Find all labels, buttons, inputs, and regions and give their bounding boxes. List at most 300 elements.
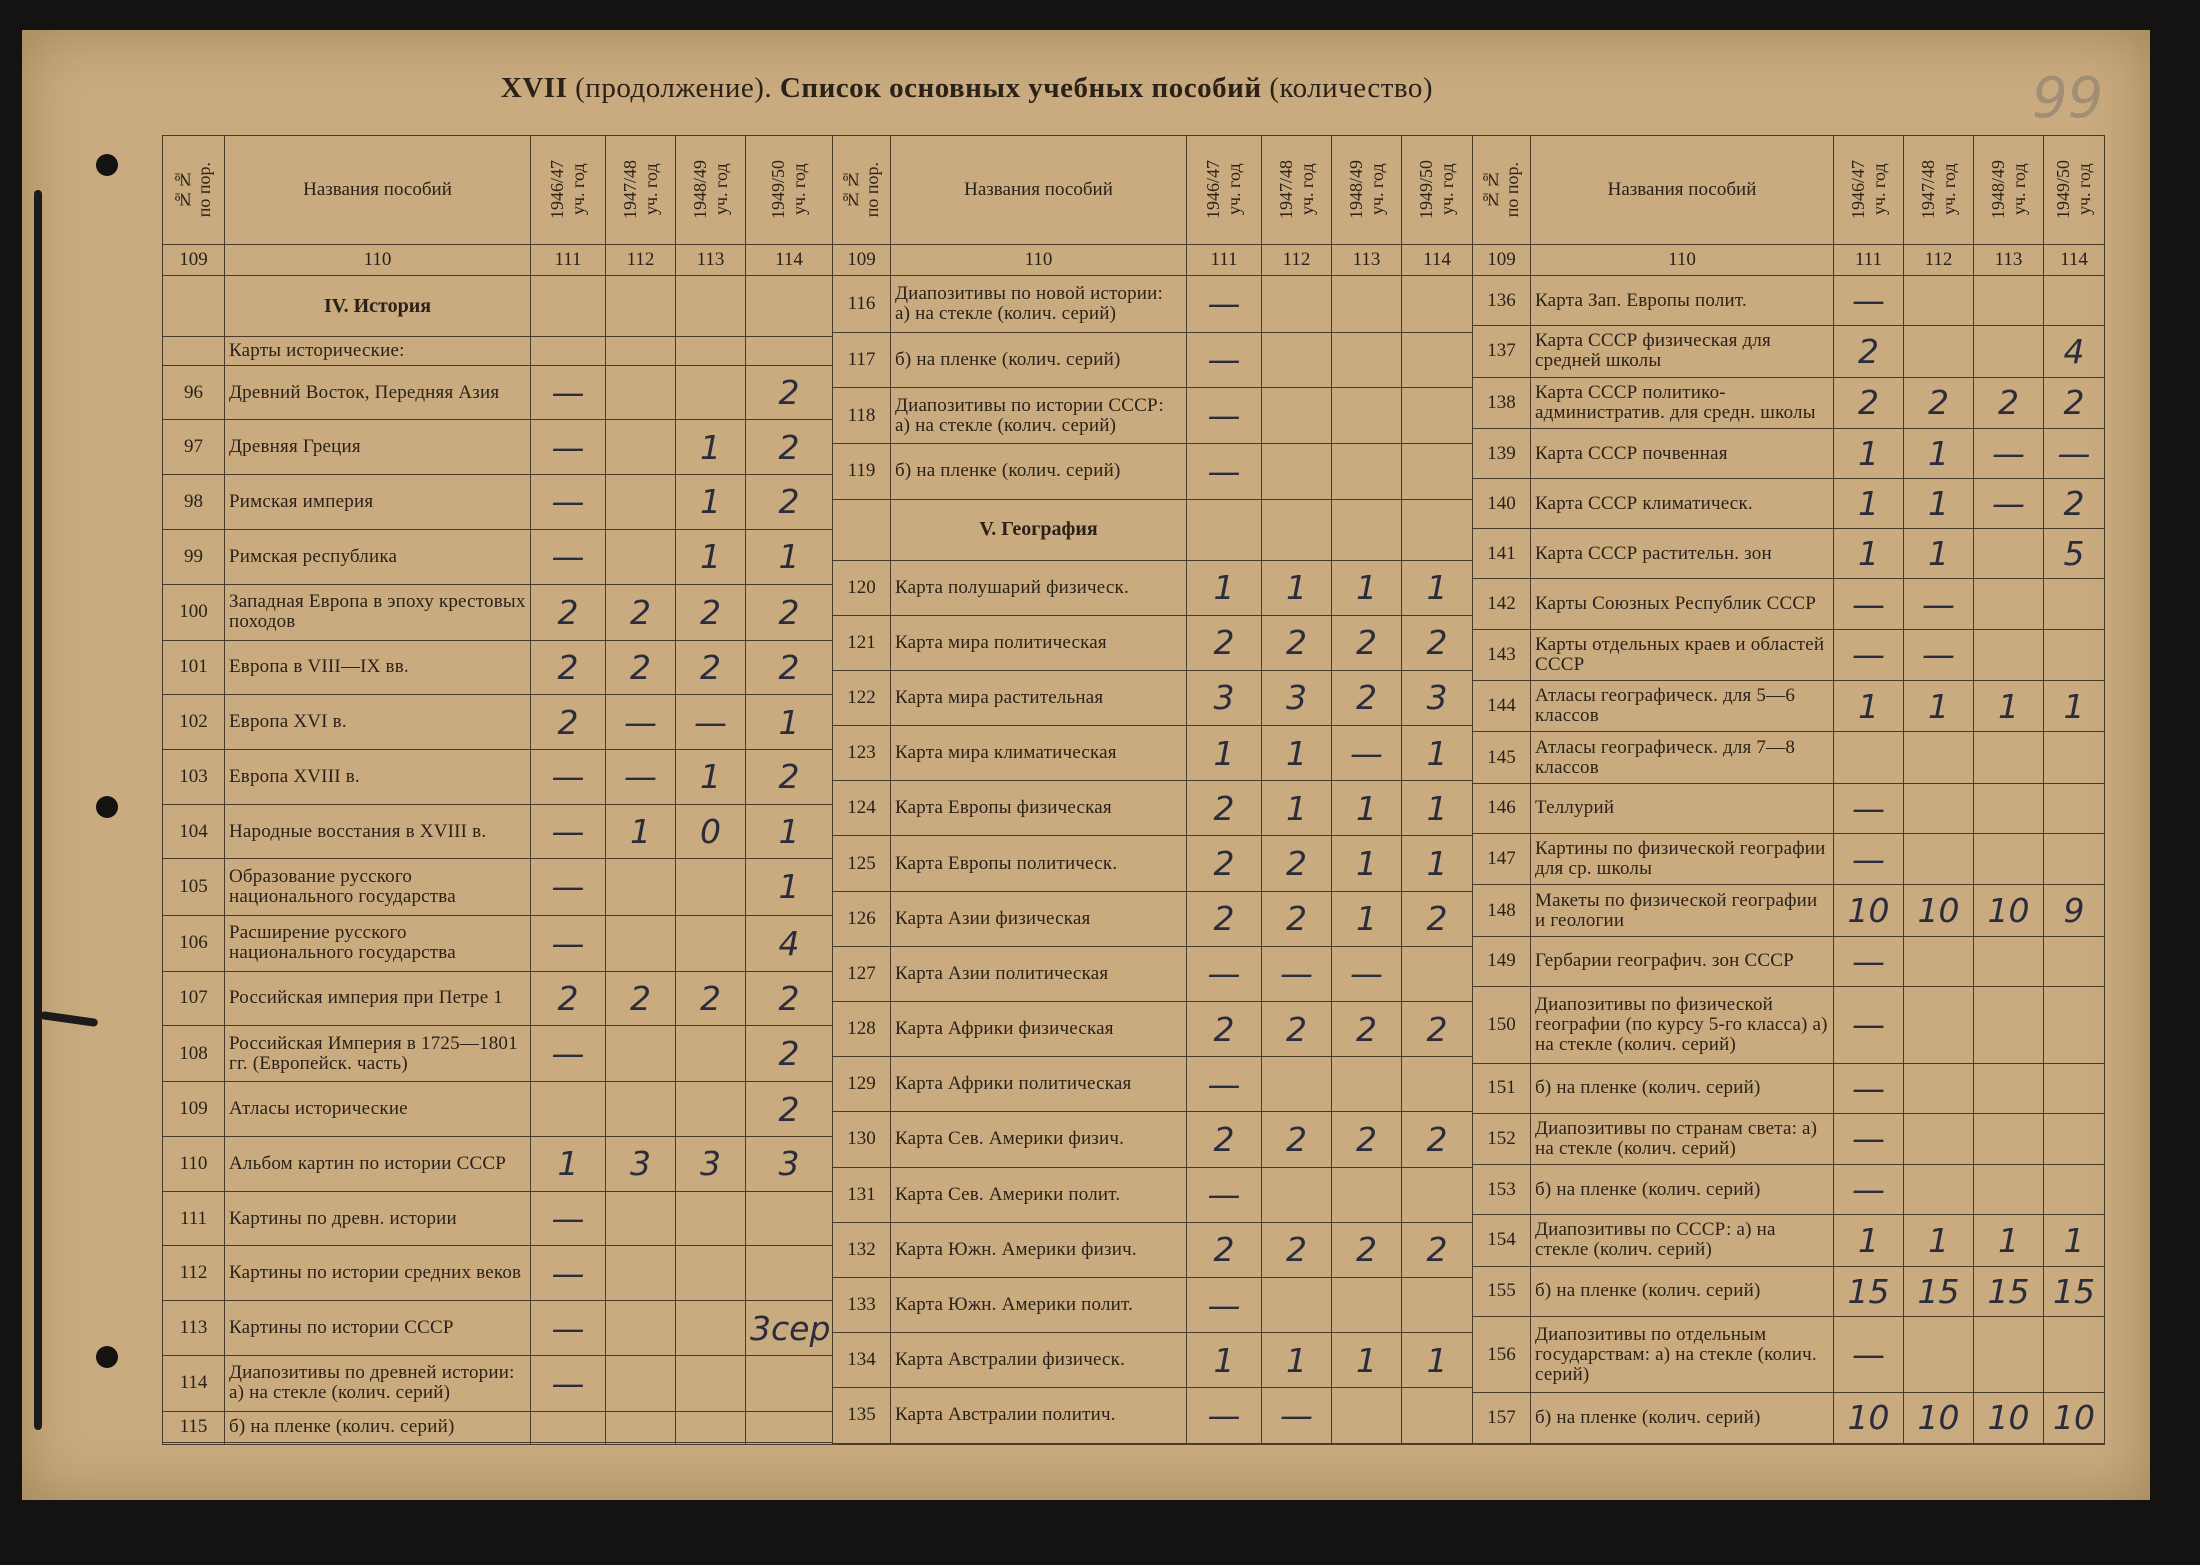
handwritten-quantity: 15 — [1974, 1266, 2044, 1316]
handwritten-quantity: 1 — [1332, 836, 1402, 891]
empty-cell — [531, 276, 606, 337]
handwritten-quantity — [676, 1191, 746, 1246]
section-title: V. География — [891, 499, 1187, 560]
handwritten-quantity: 2 — [1262, 1002, 1332, 1057]
item-name: Атласы географическ. для 7—8 классов — [1531, 732, 1834, 783]
handwritten-quantity: — — [1187, 444, 1262, 499]
handwritten-quantity — [1332, 276, 1402, 333]
handwritten-quantity — [746, 1411, 833, 1442]
handwritten-quantity: — — [1834, 834, 1904, 885]
handwritten-quantity: 2 — [1187, 781, 1262, 836]
empty-cell — [833, 1443, 891, 1445]
handwritten-quantity — [1402, 1167, 1473, 1222]
item-name: Картины по истории СССР — [225, 1301, 531, 1356]
item-name: Карта Зап. Европы полит. — [1531, 276, 1834, 326]
header-year-3 — [2044, 136, 2105, 245]
handwritten-quantity — [1974, 936, 2044, 986]
handwritten-quantity — [2044, 276, 2105, 326]
handwritten-quantity — [606, 337, 676, 366]
table-row — [1473, 885, 2105, 936]
handwritten-quantity: — — [531, 1301, 606, 1356]
table-row — [833, 444, 1473, 499]
handwritten-quantity: — — [1834, 1113, 1904, 1164]
column-number: 114 — [746, 245, 833, 276]
handwritten-quantity: 2 — [1904, 377, 1974, 428]
handwritten-quantity: 2 — [746, 1082, 833, 1137]
handwritten-quantity — [746, 337, 833, 366]
column-number: 114 — [2044, 245, 2105, 276]
item-name: Российская Империя в 1725—1801 гг. (Европейск. часть) — [225, 1026, 531, 1082]
handwritten-quantity: 2 — [1262, 615, 1332, 670]
handwritten-quantity — [1904, 1316, 1974, 1393]
handwritten-quantity: — — [1332, 946, 1402, 1001]
row-number: 135 — [833, 1388, 891, 1443]
handwritten-quantity: 1 — [1904, 1215, 1974, 1266]
table-row — [163, 750, 833, 805]
header-year-3-label: 1949/50 уч. год — [2053, 160, 2094, 220]
handwritten-quantity — [1974, 732, 2044, 783]
empty-cell — [1187, 1443, 1262, 1445]
table-row — [1473, 1316, 2105, 1393]
handwritten-quantity: — — [1834, 1063, 1904, 1113]
handwritten-quantity: — — [2044, 429, 2105, 479]
handwritten-quantity: 1 — [1904, 479, 1974, 529]
row-number: 131 — [833, 1167, 891, 1222]
handwritten-quantity — [1332, 1167, 1402, 1222]
handwritten-quantity — [1262, 444, 1332, 499]
title-quantity: (количество) — [1269, 72, 1434, 104]
table-row — [1473, 936, 2105, 986]
handwritten-quantity: 2 — [1187, 1002, 1262, 1057]
column-number: 110 — [1531, 245, 1834, 276]
handwritten-quantity — [1262, 276, 1332, 333]
row-number: 105 — [163, 859, 225, 915]
handwritten-quantity — [746, 1191, 833, 1246]
handwritten-quantity: — — [1262, 946, 1332, 1001]
handwritten-quantity: 1 — [1402, 781, 1473, 836]
handwritten-quantity — [676, 1082, 746, 1137]
handwritten-quantity — [1904, 783, 1974, 833]
header-row — [163, 136, 833, 245]
handwritten-quantity: 1 — [1834, 681, 1904, 732]
table-row — [163, 804, 833, 859]
handwritten-quantity: 10 — [1974, 885, 2044, 936]
handwritten-quantity: 2 — [1187, 836, 1262, 891]
row-number: 138 — [1473, 377, 1531, 428]
handwritten-quantity: 1 — [1332, 781, 1402, 836]
handwritten-quantity: 2 — [676, 584, 746, 640]
table-filler-row — [163, 1443, 833, 1445]
table-row — [163, 337, 833, 366]
handwritten-quantity — [1332, 1277, 1402, 1332]
handwritten-quantity: 9 — [2044, 885, 2105, 936]
empty-cell — [2044, 1443, 2105, 1444]
row-number: 113 — [163, 1301, 225, 1356]
item-name: Диапозитивы по физической географии (по курсу 5-го класса) а) на стекле (колич. серий) — [1531, 987, 1834, 1064]
handwritten-quantity: 1 — [1187, 1333, 1262, 1388]
row-number: 102 — [163, 695, 225, 750]
item-name: Российская империя при Петре 1 — [225, 971, 531, 1026]
row-number: 130 — [833, 1112, 891, 1167]
item-name: Образование русского национального государства — [225, 859, 531, 915]
header-name — [1531, 136, 1834, 245]
column-number: 112 — [1904, 245, 1974, 276]
item-name: Карты Союзных Республик СССР — [1531, 579, 1834, 629]
handwritten-quantity: 1 — [746, 804, 833, 859]
handwritten-quantity — [1402, 387, 1473, 444]
row-number: 99 — [163, 529, 225, 584]
column-number: 109 — [1473, 245, 1531, 276]
row-number: 147 — [1473, 834, 1531, 885]
table-row — [163, 529, 833, 584]
column-number: 110 — [891, 245, 1187, 276]
handwritten-quantity — [1904, 834, 1974, 885]
table-row — [1473, 783, 2105, 833]
header-number — [1473, 136, 1531, 245]
handwritten-quantity: — — [1187, 1277, 1262, 1332]
handwritten-quantity — [1974, 1113, 2044, 1164]
row-number: 103 — [163, 750, 225, 805]
handwritten-quantity: 3сер — [746, 1301, 833, 1356]
binding-knot — [40, 1011, 99, 1027]
handwritten-quantity — [606, 475, 676, 530]
handwritten-quantity: — — [1262, 1388, 1332, 1443]
item-name: Карта СССР климатическ. — [1531, 479, 1834, 529]
item-name: Карта Сев. Америки полит. — [891, 1167, 1187, 1222]
table-row — [163, 695, 833, 750]
handwritten-quantity — [1834, 732, 1904, 783]
row-number: 136 — [1473, 276, 1531, 326]
handwritten-quantity: 2 — [531, 971, 606, 1026]
handwritten-quantity: 4 — [2044, 326, 2105, 377]
handwritten-quantity — [676, 337, 746, 366]
item-name: Диапозитивы по истории СССР: а) на стекле (колич. серий) — [891, 387, 1187, 444]
header-year-2-label: 1948/49 уч. год — [1345, 160, 1387, 220]
header-name — [225, 136, 531, 245]
header-year-2 — [1332, 136, 1402, 245]
handwritten-quantity: 2 — [531, 584, 606, 640]
item-name: Альбом картин по истории СССР — [225, 1137, 531, 1192]
empty-cell — [1834, 1443, 1904, 1444]
row-number: 120 — [833, 560, 891, 615]
handwritten-quantity: — — [531, 1355, 606, 1411]
table-row — [833, 615, 1473, 670]
empty-cell — [676, 276, 746, 337]
header-year-2 — [1974, 136, 2044, 245]
table-row — [163, 1026, 833, 1082]
empty-cell — [1187, 499, 1262, 560]
empty-cell — [1402, 1443, 1473, 1445]
column-number: 113 — [1974, 245, 2044, 276]
item-name: Гербарии географич. зон СССР — [1531, 936, 1834, 986]
handwritten-quantity — [2044, 987, 2105, 1064]
handwritten-quantity: 1 — [2044, 681, 2105, 732]
row-number: 125 — [833, 836, 891, 891]
item-name: Диапозитивы по СССР: а) на стекле (колич. серий) — [1531, 1215, 1834, 1266]
column-number: 111 — [531, 245, 606, 276]
table-row — [163, 475, 833, 530]
header-name-label: Названия пособий — [1607, 179, 1757, 200]
handwritten-quantity — [1402, 444, 1473, 499]
table-row — [1473, 326, 2105, 377]
handwritten-quantity — [1332, 444, 1402, 499]
handwritten-quantity: — — [1187, 332, 1262, 387]
item-name: Карта мира климатическая — [891, 726, 1187, 781]
item-name: Древний Восток, Передняя Азия — [225, 365, 531, 420]
header-year-1 — [606, 136, 676, 245]
handwritten-quantity — [1904, 987, 1974, 1064]
table-row — [163, 640, 833, 695]
item-name: Карта Австралии политич. — [891, 1388, 1187, 1443]
handwritten-quantity: 2 — [1262, 836, 1332, 891]
table-row — [163, 1355, 833, 1411]
header-number-label: №№ по пор. — [172, 162, 214, 218]
header-year-3-label: 1949/50 уч. год — [1416, 160, 1457, 220]
handwritten-quantity: 1 — [1974, 681, 2044, 732]
table-history — [162, 135, 833, 1445]
row-number: 115 — [163, 1411, 225, 1442]
table-row — [1473, 377, 2105, 428]
empty-cell — [1531, 1443, 1834, 1444]
item-name: б) на пленке (колич. серий) — [225, 1411, 531, 1442]
row-number: 98 — [163, 475, 225, 530]
handwritten-quantity — [1332, 1057, 1402, 1112]
table-row — [1473, 1266, 2105, 1316]
title-continued: (продолжение). — [575, 72, 773, 104]
section-row — [833, 499, 1473, 560]
item-name: Карта Европы политическ. — [891, 836, 1187, 891]
handwritten-quantity — [2044, 579, 2105, 629]
handwritten-quantity: 1 — [1904, 681, 1974, 732]
handwritten-quantity — [1904, 1165, 1974, 1215]
item-name: Карта Азии политическая — [891, 946, 1187, 1001]
handwritten-quantity — [1904, 732, 1974, 783]
handwritten-quantity: 2 — [746, 640, 833, 695]
handwritten-quantity: 10 — [1904, 1393, 1974, 1443]
handwritten-quantity: — — [1187, 1167, 1262, 1222]
handwritten-quantity: 2 — [1974, 377, 2044, 428]
handwritten-quantity — [1332, 387, 1402, 444]
document-page — [22, 30, 2150, 1500]
handwritten-quantity — [676, 1301, 746, 1356]
item-name: Диапозитивы по древней истории: а) на стекле (колич. серий) — [225, 1355, 531, 1411]
empty-cell — [891, 1443, 1187, 1445]
empty-cell — [1974, 1443, 2044, 1444]
row-number: 156 — [1473, 1316, 1531, 1393]
table-row — [833, 1167, 1473, 1222]
item-name: Атласы исторические — [225, 1082, 531, 1137]
handwritten-quantity — [1974, 1316, 2044, 1393]
handwritten-quantity — [1262, 1167, 1332, 1222]
item-name: Расширение русского национального государства — [225, 915, 531, 971]
row-number: 114 — [163, 1355, 225, 1411]
handwritten-quantity: 1 — [1402, 560, 1473, 615]
handwritten-quantity — [676, 365, 746, 420]
table-row — [1473, 479, 2105, 529]
handwritten-quantity: — — [1834, 987, 1904, 1064]
handwritten-quantity: 1 — [746, 859, 833, 915]
empty-cell — [1332, 499, 1402, 560]
row-number: 106 — [163, 915, 225, 971]
table-row — [833, 946, 1473, 1001]
handwritten-quantity — [1402, 276, 1473, 333]
handwritten-quantity — [2044, 1113, 2105, 1164]
item-name: Карта полушарий физическ. — [891, 560, 1187, 615]
table-row — [833, 891, 1473, 946]
row-number — [163, 337, 225, 366]
empty-cell — [1904, 1443, 1974, 1444]
handwritten-quantity: 1 — [676, 420, 746, 475]
header-year-3 — [746, 136, 833, 245]
table-row — [1473, 1063, 2105, 1113]
item-name: Римская империя — [225, 475, 531, 530]
header-number — [833, 136, 891, 245]
handwritten-quantity: 2 — [746, 475, 833, 530]
handwritten-quantity: 1 — [1187, 726, 1262, 781]
header-year-2 — [676, 136, 746, 245]
handwritten-quantity — [2044, 732, 2105, 783]
handwritten-quantity: — — [606, 750, 676, 805]
handwritten-quantity — [1904, 1113, 1974, 1164]
title-roman: XVII — [500, 72, 568, 104]
handwritten-quantity — [676, 859, 746, 915]
table-row — [163, 1301, 833, 1356]
table-row — [1473, 1113, 2105, 1164]
item-name: Западная Европа в эпоху крестовых походов — [225, 584, 531, 640]
header-year-0 — [531, 136, 606, 245]
row-number: 124 — [833, 781, 891, 836]
handwritten-quantity — [531, 1411, 606, 1442]
row-number: 97 — [163, 420, 225, 475]
handwritten-quantity: — — [531, 750, 606, 805]
handwritten-quantity — [676, 1026, 746, 1082]
empty-cell — [163, 1443, 225, 1445]
item-name: Карта Южн. Америки физич. — [891, 1222, 1187, 1277]
item-name: Римская республика — [225, 529, 531, 584]
handwritten-quantity: 1 — [1834, 429, 1904, 479]
empty-cell — [606, 1443, 676, 1445]
handwritten-quantity: 3 — [746, 1137, 833, 1192]
handwritten-quantity — [1974, 276, 2044, 326]
handwritten-quantity — [606, 1355, 676, 1411]
row-number: 119 — [833, 444, 891, 499]
header-year-3 — [1402, 136, 1473, 245]
handwritten-quantity: 15 — [2044, 1266, 2105, 1316]
handwritten-quantity: 1 — [676, 529, 746, 584]
row-number: 118 — [833, 387, 891, 444]
handwritten-quantity: 1 — [746, 529, 833, 584]
binding-string — [34, 190, 42, 1430]
header-name-label: Названия пособий — [303, 179, 452, 200]
row-number: 100 — [163, 584, 225, 640]
handwritten-quantity: — — [1332, 726, 1402, 781]
section-row — [163, 276, 833, 337]
row-number: 142 — [1473, 579, 1531, 629]
table-row — [1473, 681, 2105, 732]
handwritten-quantity: 1 — [1402, 1333, 1473, 1388]
item-name: Европа в VIII—IX вв. — [225, 640, 531, 695]
table-row — [833, 836, 1473, 891]
column-number: 113 — [676, 245, 746, 276]
handwritten-quantity — [1974, 326, 2044, 377]
header-year-1-label: 1947/48 уч. год — [619, 160, 661, 220]
empty-cell — [1262, 499, 1332, 560]
row-number: 117 — [833, 332, 891, 387]
handwritten-quantity — [1904, 276, 1974, 326]
handwritten-quantity — [2044, 834, 2105, 885]
header-year-0-label: 1946/47 уч. год — [1847, 160, 1889, 220]
handwritten-quantity — [1974, 629, 2044, 680]
handwritten-quantity: — — [531, 1246, 606, 1301]
handwritten-quantity: 2 — [606, 584, 676, 640]
item-name: Карта Южн. Америки полит. — [891, 1277, 1187, 1332]
handwritten-quantity: 1 — [1834, 529, 1904, 579]
row-number: 152 — [1473, 1113, 1531, 1164]
item-name: Картины по истории средних веков — [225, 1246, 531, 1301]
handwritten-quantity — [606, 1082, 676, 1137]
row-number: 155 — [1473, 1266, 1531, 1316]
header-year-2-label: 1948/49 уч. год — [1987, 160, 2029, 220]
table-filler-row — [833, 1443, 1473, 1445]
column-number: 111 — [1834, 245, 1904, 276]
page-title — [22, 72, 1912, 105]
row-number: 127 — [833, 946, 891, 1001]
empty-cell — [225, 1443, 531, 1445]
table-row — [833, 387, 1473, 444]
row-number: 96 — [163, 365, 225, 420]
handwritten-quantity: — — [1187, 1057, 1262, 1112]
item-name: Карта СССР физическая для средней школы — [1531, 326, 1834, 377]
table-row — [1473, 987, 2105, 1064]
item-name: Карта Африки политическая — [891, 1057, 1187, 1112]
table-row — [833, 1057, 1473, 1112]
handwritten-quantity: 10 — [1904, 885, 1974, 936]
item-name: Теллурий — [1531, 783, 1834, 833]
handwritten-quantity — [2044, 783, 2105, 833]
header-row — [1473, 136, 2105, 245]
empty-cell — [746, 276, 833, 337]
handwritten-quantity: — — [531, 915, 606, 971]
row-number: 151 — [1473, 1063, 1531, 1113]
handwritten-quantity — [676, 915, 746, 971]
header-row — [833, 136, 1473, 245]
row-number: 153 — [1473, 1165, 1531, 1215]
table-row — [1473, 834, 2105, 885]
table-row — [163, 915, 833, 971]
handwritten-quantity: 0 — [676, 804, 746, 859]
empty-cell — [531, 1443, 606, 1445]
handwritten-quantity: 2 — [1332, 1112, 1402, 1167]
table-row — [163, 1082, 833, 1137]
handwritten-quantity: 1 — [1262, 781, 1332, 836]
row-number: 109 — [163, 1082, 225, 1137]
table-row — [1473, 1165, 2105, 1215]
page-number: 99 — [2032, 66, 2104, 131]
header-year-1 — [1262, 136, 1332, 245]
table-row — [833, 1002, 1473, 1057]
handwritten-quantity: 2 — [1187, 1222, 1262, 1277]
row-number: 110 — [163, 1137, 225, 1192]
handwritten-quantity: — — [1834, 936, 1904, 986]
handwritten-quantity: — — [531, 804, 606, 859]
handwritten-quantity: 4 — [746, 915, 833, 971]
row-number: 121 — [833, 615, 891, 670]
handwritten-quantity: 1 — [1402, 726, 1473, 781]
handwritten-quantity: 2 — [1834, 377, 1904, 428]
item-name: Диапозитивы по отдельным государствам: а) на стекле (колич. серий) — [1531, 1316, 1834, 1393]
handwritten-quantity — [531, 337, 606, 366]
handwritten-quantity: — — [531, 529, 606, 584]
